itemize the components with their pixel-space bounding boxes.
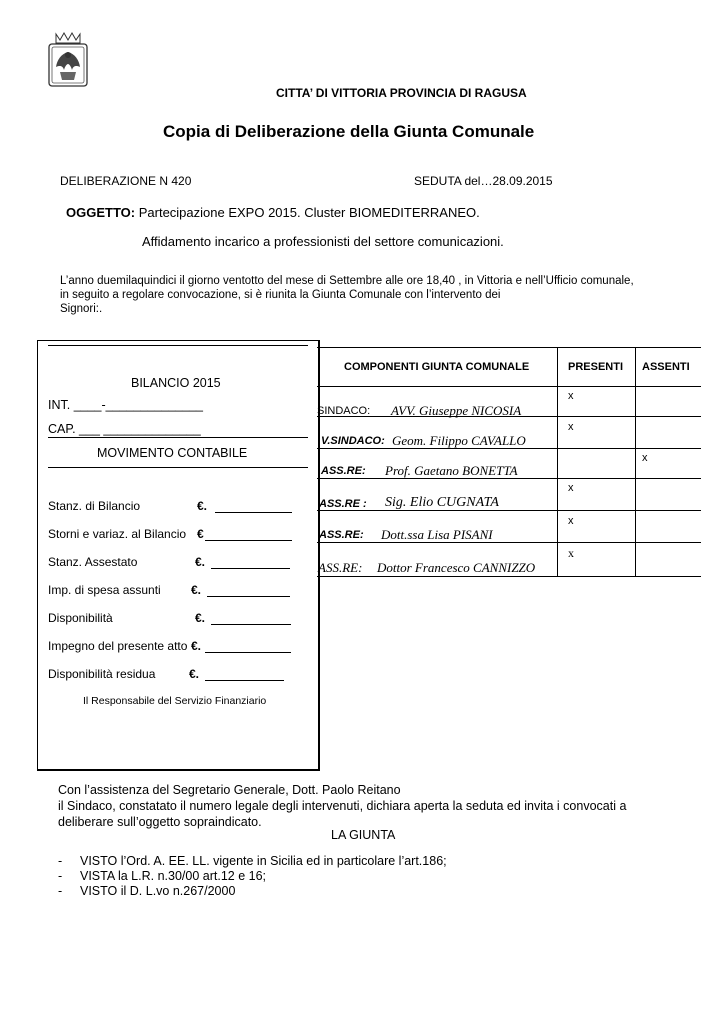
- table-border: [635, 347, 636, 576]
- city-coat-of-arms-icon: [46, 30, 90, 90]
- header-componenti: COMPONENTI GIUNTA COMUNALE: [344, 361, 530, 373]
- int-field: INT. ____-______________: [48, 398, 203, 412]
- budget-box: [37, 340, 320, 771]
- list-item: VISTA la L.R. n.30/00 art.12 e 16;: [80, 869, 266, 883]
- euro-symbol: €.: [195, 555, 206, 569]
- amount-field[interactable]: [207, 596, 290, 597]
- present-mark: x: [568, 515, 574, 527]
- list-item: VISTO il D. L.vo n.267/2000: [80, 884, 236, 898]
- member-name: Sig. Elio CUGNATA: [385, 495, 499, 510]
- member-name: Prof. Gaetano BONETTA: [385, 463, 518, 478]
- euro-symbol: €.: [195, 611, 206, 625]
- secretary-line: Con l’assistenza del Segretario Generale, Dott. Paolo Reitano: [58, 783, 401, 797]
- euro-symbol: €.: [191, 639, 202, 653]
- row-label: Storni e variaz. al Bilancio: [48, 527, 187, 541]
- list-bullet: -: [58, 854, 63, 868]
- subject-text: Partecipazione EXPO 2015. Cluster BIOMEDITERRANEO.: [135, 205, 480, 220]
- financial-officer-label: Il Responsabile del Servizio Finanziario: [83, 695, 267, 707]
- member-name: AVV. Giuseppe NICOSIA: [391, 403, 522, 418]
- intro-line-2: in seguito a regolare convocazione, si è riunita la Giunta Comunale con l’intervento dei: [60, 289, 501, 301]
- cap-field: CAP. ___ ______________: [48, 422, 201, 436]
- row-label: Stanz. di Bilancio: [48, 499, 141, 513]
- euro-symbol: €.: [189, 667, 200, 681]
- amount-field[interactable]: [205, 652, 291, 653]
- present-mark: x: [568, 421, 574, 433]
- deliberation-number: DELIBERAZIONE N 420: [60, 174, 192, 188]
- list-item: VISTO l’Ord. A. EE. LL. vigente in Sicilia ed in particolare l’art.186;: [80, 854, 447, 868]
- subject-line: [66, 205, 480, 220]
- absent-mark: x: [642, 452, 648, 464]
- amount-field[interactable]: [205, 680, 284, 681]
- row-label: Disponibilità residua: [48, 667, 156, 681]
- euro-symbol: €.: [197, 499, 208, 513]
- divider: [48, 467, 308, 468]
- member-role: ASS.RE:: [321, 465, 366, 477]
- present-mark: x: [568, 390, 574, 402]
- amount-field[interactable]: [205, 540, 292, 541]
- table-border: [317, 542, 701, 543]
- list-bullet: -: [58, 884, 63, 898]
- present-mark: x: [568, 482, 574, 494]
- row-label: Impegno del presente atto: [48, 639, 188, 653]
- budget-title: BILANCIO 2015: [131, 376, 221, 390]
- table-border: [317, 347, 701, 348]
- table-border: [557, 347, 558, 576]
- member-name: Geom. Filippo CAVALLO: [392, 433, 526, 448]
- member-name: Dott.ssa Lisa PISANI: [381, 527, 493, 542]
- la-giunta-heading: LA GIUNTA: [331, 828, 396, 842]
- city-heading: CITTA’ DI VITTORIA PROVINCIA DI RAGUSA: [276, 86, 527, 100]
- intro-line-1: L’anno duemilaquindici il giorno ventotto del mese di Settembre alle ore 18,40 , in Vittoria e nell’Ufficio comunale,: [60, 275, 634, 287]
- subject-label: OGGETTO:: [66, 205, 136, 220]
- member-role: V.SINDACO:: [321, 435, 385, 447]
- table-border: [317, 386, 701, 387]
- member-role: ASS.RE:: [319, 529, 364, 541]
- row-label: Stanz. Assestato: [48, 555, 138, 569]
- document-title: Copia di Deliberazione della Giunta Comunale: [163, 122, 535, 141]
- sindaco-line-2: deliberare sull’oggetto sopraindicato.: [58, 815, 262, 829]
- present-mark: x: [568, 546, 574, 560]
- list-bullet: -: [58, 869, 63, 883]
- header-assenti: ASSENTI: [642, 361, 690, 373]
- movimento-heading: MOVIMENTO CONTABILE: [97, 446, 248, 460]
- member-role: SINDACO:: [317, 405, 371, 417]
- member-name: Dottor Francesco CANNIZZO: [377, 560, 536, 575]
- divider: [48, 437, 308, 438]
- divider: [48, 345, 308, 346]
- row-label: Imp. di spesa assunti: [48, 583, 161, 597]
- euro-symbol: €: [197, 527, 204, 541]
- header-presenti: PRESENTI: [568, 361, 624, 373]
- subject-line-2: Affidamento incarico a professionisti del settore comunicazioni.: [142, 234, 504, 249]
- amount-field[interactable]: [211, 624, 291, 625]
- row-label: Disponibilità: [48, 611, 113, 625]
- amount-field[interactable]: [211, 568, 290, 569]
- amount-field[interactable]: [215, 512, 292, 513]
- euro-symbol: €.: [191, 583, 202, 597]
- sindaco-line-1: il Sindaco, constatato il numero legale degli intervenuti, dichiara aperta la seduta ed invita i convocati a: [58, 799, 627, 813]
- member-role: ASS.RE :: [319, 498, 367, 510]
- table-border: [317, 510, 701, 511]
- table-border: [317, 576, 701, 577]
- member-role: ASS.RE:: [318, 560, 363, 575]
- session-date: SEDUTA del…28.09.2015: [414, 174, 553, 188]
- intro-line-3: Signori:.: [60, 303, 103, 315]
